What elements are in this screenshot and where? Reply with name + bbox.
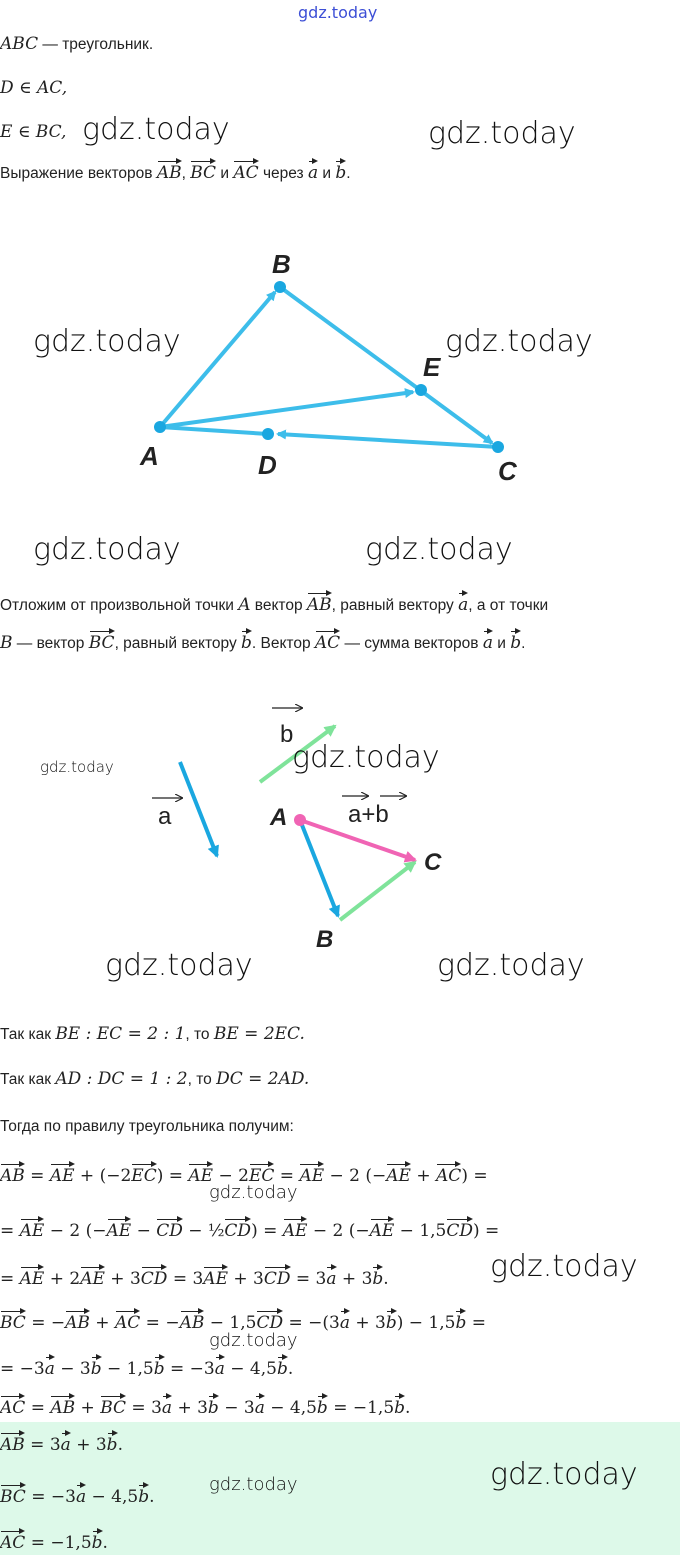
task-prefix: Выражение векторов (0, 165, 157, 182)
fact-1-text: Так как (0, 1026, 56, 1043)
derivation-line: AB = 3a + 3b. (0, 1432, 123, 1455)
watermark: gdz.today (105, 948, 253, 983)
construct-vector-bc: BC (89, 630, 115, 653)
construct-vector-ac: AC (315, 630, 340, 653)
triangle-diagram (0, 240, 680, 500)
segment-a-d (160, 427, 268, 434)
construct-point-b: B (0, 633, 13, 653)
point-a (154, 421, 166, 433)
fact-1-ratio: BE : EC = 2 : 1 (55, 1024, 186, 1044)
watermark: gdz.today (40, 758, 114, 776)
given-line-1 (0, 34, 153, 54)
fact-2-result: DC = 2AD. (216, 1069, 310, 1089)
derivation-line: AC = −1,5b. (0, 1530, 108, 1553)
derivation-line: = AE − 2 (−AE − CD − ½CD) = AE − 2 (−AE − 1,5CD) = (0, 1218, 499, 1241)
watermark: gdz.today (209, 1330, 298, 1351)
watermark: gdz.today (209, 1182, 298, 1203)
task-conj: и (216, 165, 234, 182)
point-e (415, 384, 427, 396)
construct-text-8: — сумма векторов (340, 635, 483, 652)
label-e: E (423, 352, 441, 382)
task-end: . (346, 165, 351, 182)
watermark: gdz.today (437, 948, 585, 983)
label-b: B (272, 249, 291, 279)
arrow-a-to-e (160, 392, 413, 427)
label-point-a: A (270, 804, 288, 831)
watermark: gdz.today (445, 324, 593, 359)
watermark: gdz.today (490, 1457, 638, 1492)
label-vector-sum: a+b (348, 801, 389, 828)
label-d: D (258, 450, 277, 480)
watermark: gdz.today (82, 112, 230, 147)
construct-line-2 (0, 630, 525, 653)
point-b (274, 281, 286, 293)
construct-text-10: . (521, 635, 526, 652)
triangle-label: — треугольник. (38, 36, 154, 53)
label-point-b: B (316, 926, 334, 953)
task-and: и (318, 165, 336, 182)
construct-text-9: и (492, 635, 511, 652)
triangle-name: ABC (0, 34, 39, 54)
vector-b: b (335, 160, 346, 183)
vector-ab-arrow (300, 820, 338, 916)
watermark: gdz.today (365, 532, 513, 567)
watermark: gdz.today (33, 324, 181, 359)
watermark: gdz.today (490, 1249, 638, 1284)
fact-line-2 (0, 1069, 309, 1089)
label-a: A (140, 441, 159, 471)
watermark: gdz.today (428, 116, 576, 151)
watermark: gdz.today (209, 1474, 298, 1495)
construct-text-6: , равный вектору (114, 635, 241, 652)
watermark: gdz.today (33, 532, 181, 567)
vector-bc: BC (190, 160, 216, 183)
construct-text-5: — вектор (12, 635, 89, 652)
arrow-b-to-c (280, 287, 492, 443)
derivation-line: AC = AB + BC = 3a + 3b − 3a − 4,5b = −1,5b. (0, 1395, 410, 1418)
label-vector-a: a (158, 803, 172, 830)
derivation-line: = AE + 2AE + 3CD = 3AE + 3CD = 3a + 3b. (0, 1266, 389, 1289)
fact-2-ratio: AD : DC = 1 : 2 (55, 1069, 188, 1089)
construct-text-2: вектор (250, 597, 307, 614)
task-through: через (258, 165, 308, 182)
construct-vector-b: b (241, 630, 252, 653)
point-a-dot (294, 814, 306, 826)
site-header-link[interactable]: gdz.today (298, 3, 378, 22)
fact-line-1 (0, 1024, 305, 1044)
fact-1-to: , то (185, 1026, 214, 1043)
vector-bc-arrow (340, 862, 415, 920)
vector-ac: AC (233, 160, 258, 183)
construct-vector-a-2: a (483, 630, 493, 653)
given-line-3: E ∈ BC, (0, 122, 67, 142)
derivation-line: AB = AE + (−2EC) = AE − 2EC = AE − 2 (−AE + AC) = (0, 1163, 488, 1186)
fact-1-result: BE = 2EC. (213, 1024, 305, 1044)
construct-text-1: Отложим от произвольной точки (0, 597, 239, 614)
arrow-c-to-d (278, 434, 498, 447)
construct-text-4: , а от точки (468, 597, 549, 614)
fact-line-3: Тогда по правилу треугольника получим: (0, 1118, 294, 1135)
label-c: C (498, 456, 517, 486)
derivation-line: BC = −3a − 4,5b. (0, 1484, 154, 1507)
vector-sum-diagram (0, 690, 680, 960)
vector-a-arrow (180, 762, 217, 856)
fact-2-text: Так как (0, 1071, 56, 1088)
point-c (492, 441, 504, 453)
derivation-line: BC = −AB + AC = −AB − 1,5CD = −(3a + 3b) − 1,5b = (0, 1310, 486, 1333)
construct-line-1 (0, 592, 548, 615)
watermark: gdz.today (292, 740, 440, 775)
label-point-c: C (424, 849, 442, 876)
point-d (262, 428, 274, 440)
construct-vector-a: a (458, 592, 468, 615)
construct-vector-b-2: b (510, 630, 521, 653)
fact-2-to: , то (187, 1071, 217, 1088)
derivation-line: = −3a − 3b − 1,5b = −3a − 4,5b. (0, 1356, 293, 1379)
label-vector-b: b (280, 721, 294, 748)
construct-vector-ab: AB (307, 592, 332, 615)
construct-text-7: . Вектор (251, 635, 315, 652)
construct-point-a: A (238, 595, 251, 615)
given-line-2: D ∈ AC, (0, 78, 68, 98)
task-line: Выражение векторов AB, BC и AC через a и b. (0, 160, 351, 183)
vector-a: a (308, 160, 318, 183)
vector-ab: AB (157, 160, 182, 183)
construct-text-3: , равный вектору (331, 597, 459, 614)
arrow-a-to-b (160, 292, 275, 427)
